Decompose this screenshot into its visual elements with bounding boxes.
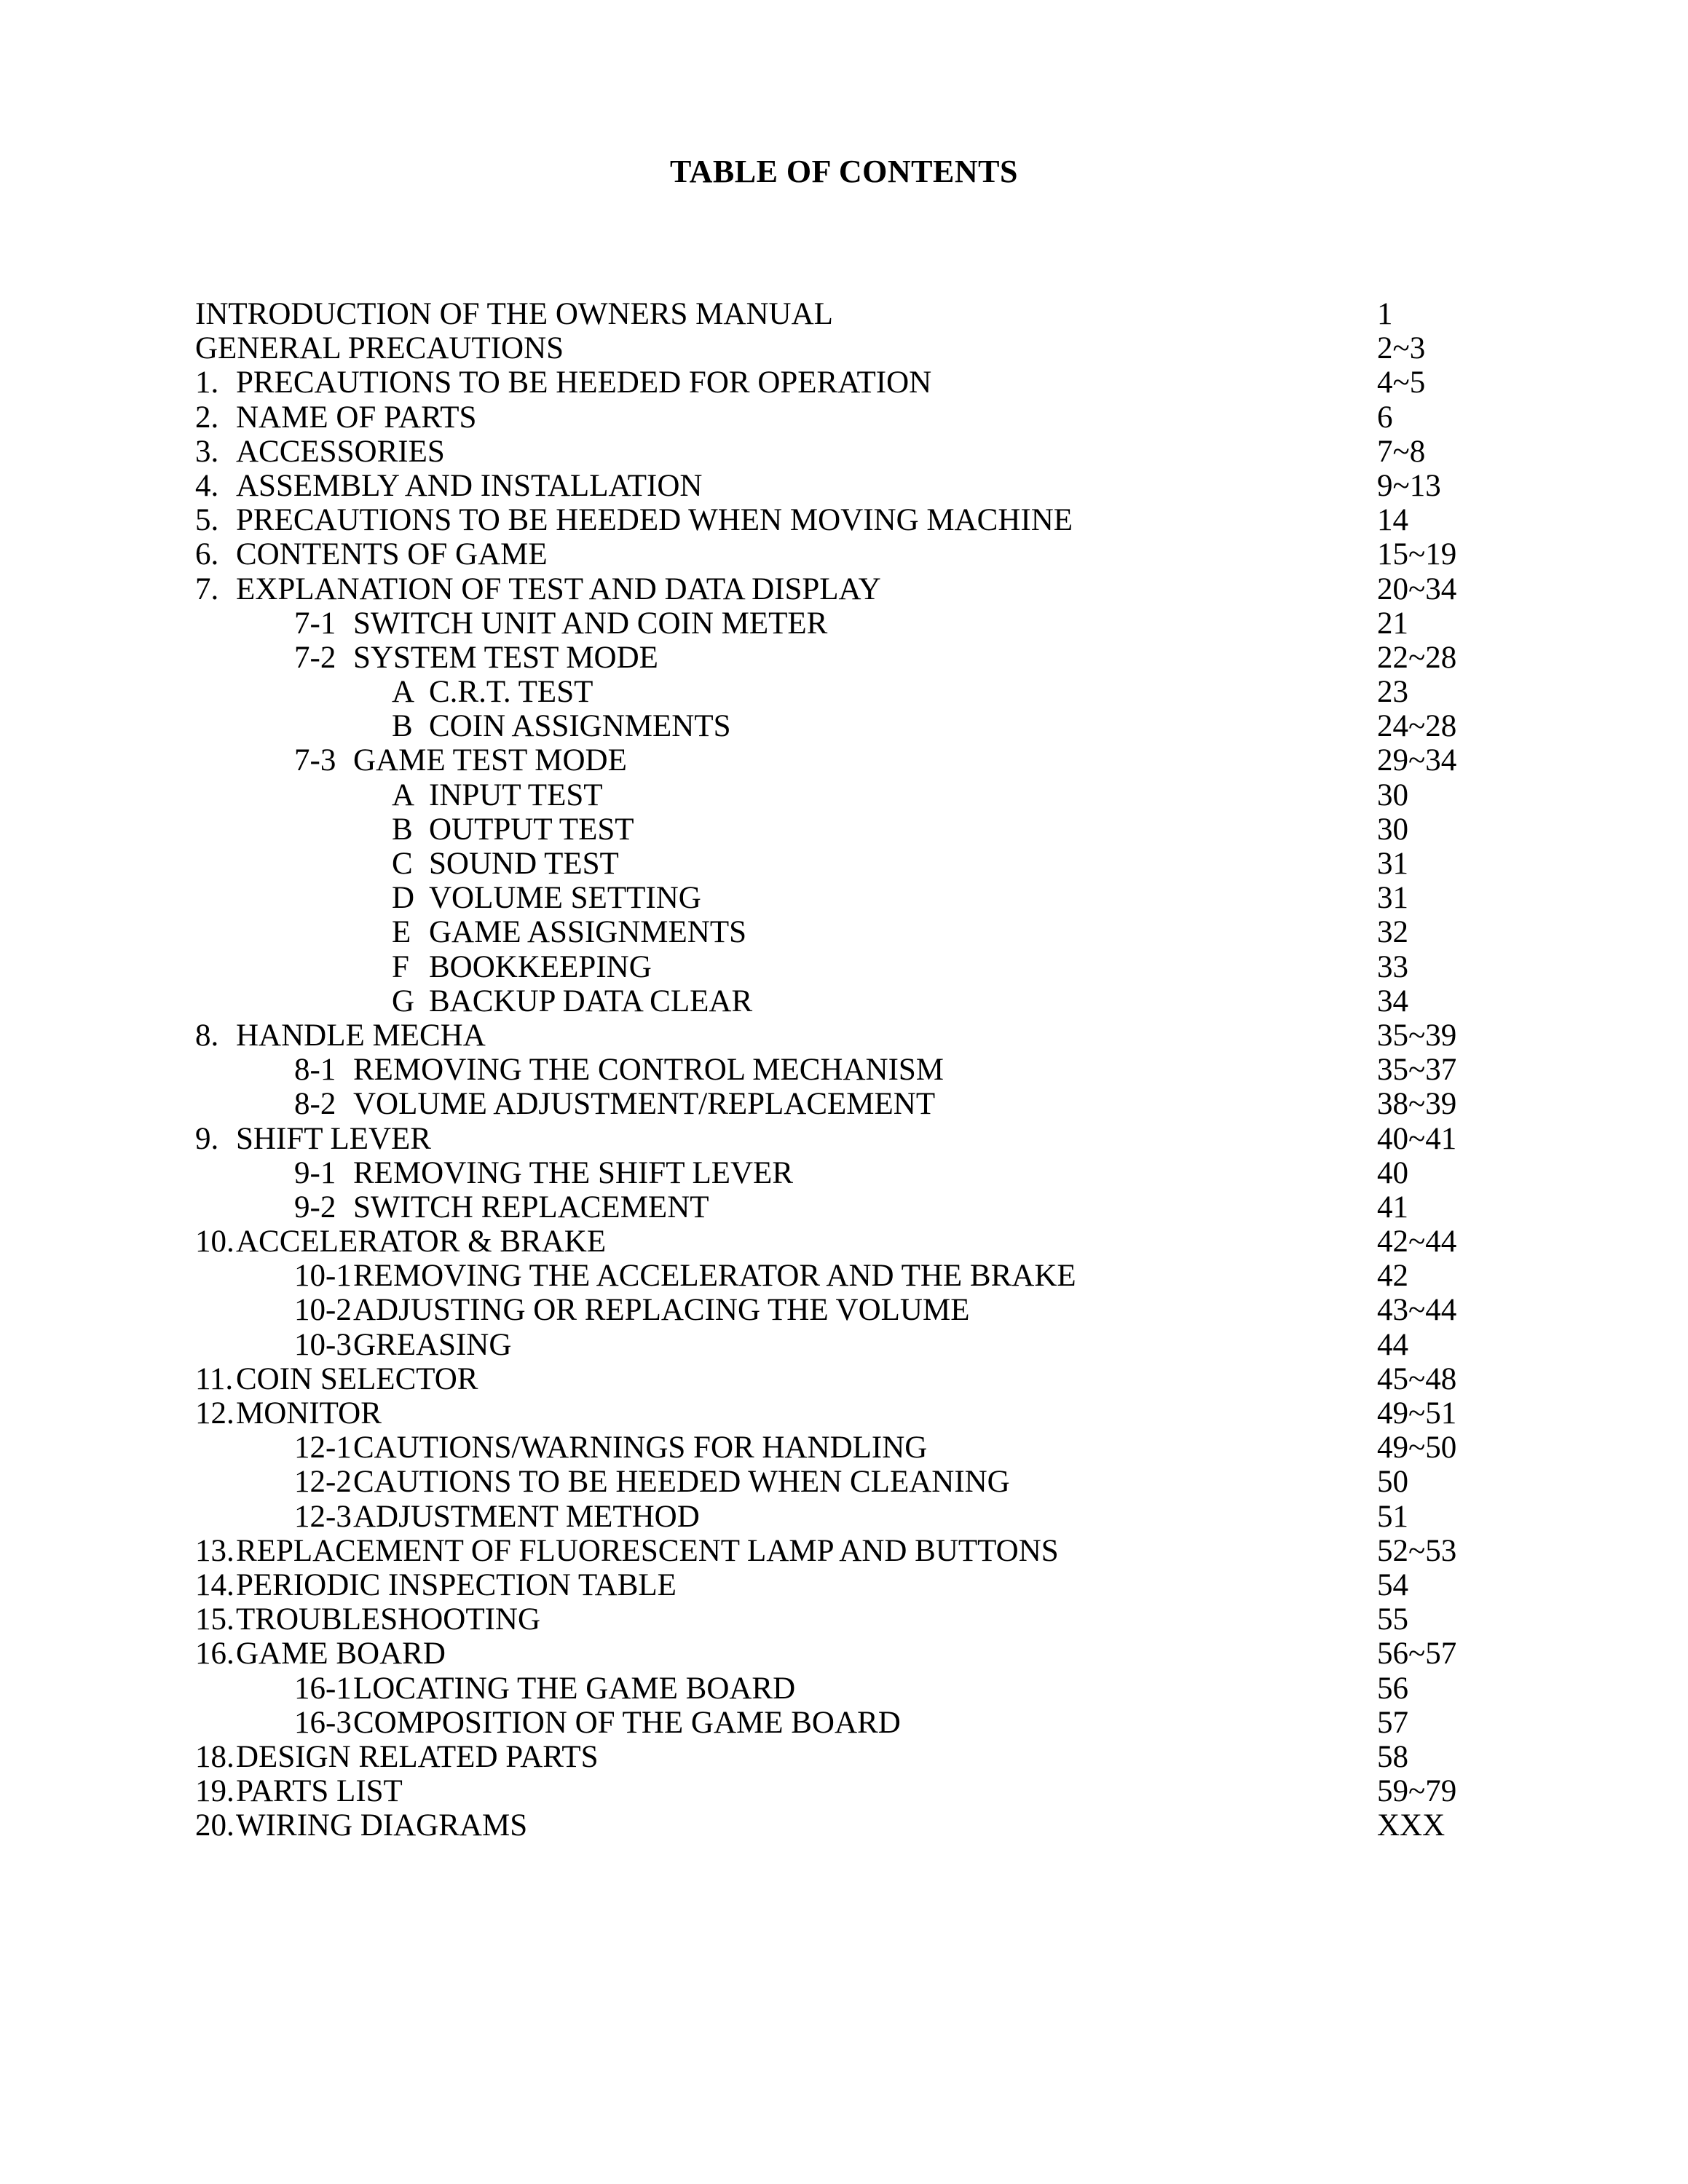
toc-entry-number: 18. bbox=[195, 1739, 234, 1774]
toc-entry-page: 24~28 bbox=[1377, 709, 1457, 744]
toc-entry-title: INTRODUCTION OF THE OWNERS MANUAL bbox=[195, 297, 833, 331]
toc-entry-title: COIN ASSIGNMENTS bbox=[429, 709, 731, 744]
toc-entry-number: F bbox=[392, 949, 409, 984]
toc-entry bbox=[195, 1396, 1506, 1431]
toc-entry-number: 12-2 bbox=[294, 1465, 352, 1500]
toc-entry bbox=[195, 331, 1506, 365]
toc-entry-label bbox=[195, 1018, 486, 1053]
toc-entry-page: 49~51 bbox=[1377, 1396, 1457, 1431]
toc-entry bbox=[195, 1328, 1506, 1362]
toc-entry bbox=[195, 1224, 1506, 1259]
toc-entry-title: COIN SELECTOR bbox=[236, 1361, 478, 1396]
toc-entry bbox=[195, 572, 1506, 606]
toc-entry-label bbox=[195, 435, 445, 469]
toc-entry-title: ADJUSTMENT METHOD bbox=[353, 1499, 700, 1534]
toc-entry-number: 10-2 bbox=[294, 1293, 352, 1328]
toc-entry-page: 4~5 bbox=[1377, 365, 1426, 400]
toc-entry bbox=[195, 812, 1506, 847]
toc-entry-number: G bbox=[392, 984, 415, 1018]
toc-entry-title: TROUBLESHOOTING bbox=[236, 1602, 541, 1637]
toc-entry-title: GREASING bbox=[353, 1327, 512, 1362]
toc-entry-number: 14. bbox=[195, 1567, 234, 1602]
toc-entry-label bbox=[195, 537, 548, 571]
toc-entry-number: 11. bbox=[195, 1361, 234, 1396]
toc-entry-label bbox=[195, 1602, 540, 1637]
toc-entry-number: 9-2 bbox=[294, 1190, 336, 1224]
toc-entry-label bbox=[195, 1224, 606, 1259]
toc-entry-title: SWITCH REPLACEMENT bbox=[353, 1190, 709, 1224]
toc-entry-title: SYSTEM TEST MODE bbox=[353, 640, 658, 675]
toc-entry-page: 1 bbox=[1377, 297, 1393, 331]
toc-entry-label bbox=[294, 606, 827, 641]
toc-entry-number: 8. bbox=[195, 1018, 219, 1053]
toc-entry-title: PERIODIC INSPECTION TABLE bbox=[236, 1567, 677, 1602]
toc-entry-page: 15~19 bbox=[1377, 537, 1457, 572]
toc-entry-title: DESIGN RELATED PARTS bbox=[236, 1739, 599, 1774]
toc-entry-label bbox=[392, 675, 593, 709]
toc-entry-title: GENERAL PRECAUTIONS bbox=[195, 331, 564, 366]
toc-entry bbox=[195, 1671, 1506, 1706]
toc-entry-title: NAME OF PARTS bbox=[236, 400, 477, 435]
toc-entry-title: REMOVING THE ACCELERATOR AND THE BRAKE bbox=[353, 1259, 1076, 1294]
toc-entry-title: EXPLANATION OF TEST AND DATA DISPLAY bbox=[236, 571, 881, 606]
toc-entry bbox=[195, 847, 1506, 881]
toc-entry bbox=[195, 1706, 1506, 1740]
toc-entry-number: 12-1 bbox=[294, 1431, 352, 1465]
toc-entry-label bbox=[195, 469, 702, 503]
toc-entry-number: 12. bbox=[195, 1396, 234, 1431]
toc-entry-page: 45~48 bbox=[1377, 1361, 1457, 1396]
toc-entry-page: 33 bbox=[1377, 949, 1408, 984]
toc-entry-page: 29~34 bbox=[1377, 743, 1457, 778]
toc-entry bbox=[195, 400, 1506, 435]
toc-entry-page: 57 bbox=[1377, 1705, 1408, 1740]
toc-entry-title: ACCELERATOR & BRAKE bbox=[236, 1224, 607, 1259]
toc-entry-page: 23 bbox=[1377, 675, 1408, 710]
toc-entry bbox=[195, 1500, 1506, 1534]
toc-entry-number: 2. bbox=[195, 400, 219, 435]
toc-entry-number: 4. bbox=[195, 468, 219, 503]
toc-entry-number: 15. bbox=[195, 1602, 234, 1637]
toc-entry-label bbox=[195, 365, 931, 400]
toc-entry-page: 22~28 bbox=[1377, 640, 1457, 675]
toc-entry-title: PRECAUTIONS TO BE HEEDED FOR OPERATION bbox=[236, 365, 932, 400]
toc-entry-title: C.R.T. TEST bbox=[429, 675, 593, 710]
toc-list bbox=[195, 297, 1506, 1843]
toc-entry-page: 38~39 bbox=[1377, 1087, 1457, 1122]
toc-entry bbox=[195, 606, 1506, 641]
toc-entry-number: 8-1 bbox=[294, 1053, 336, 1088]
toc-entry-label bbox=[195, 1396, 382, 1431]
toc-entry bbox=[195, 1293, 1506, 1327]
toc-entry-label bbox=[392, 847, 619, 881]
toc-entry bbox=[195, 1465, 1506, 1499]
toc-entry bbox=[195, 950, 1506, 984]
toc-entry-page: 7~8 bbox=[1377, 434, 1426, 469]
toc-entry-label bbox=[195, 503, 1073, 537]
toc-entry-page: 2~3 bbox=[1377, 331, 1426, 366]
toc-entry-number: 6. bbox=[195, 537, 219, 572]
toc-entry-label bbox=[294, 1293, 969, 1327]
toc-entry-number: 20. bbox=[195, 1808, 234, 1843]
toc-entry-number: A bbox=[392, 778, 415, 812]
toc-entry-number: 12-3 bbox=[294, 1499, 352, 1534]
toc-entry-title: GAME TEST MODE bbox=[353, 743, 627, 778]
toc-entry-title: REMOVING THE CONTROL MECHANISM bbox=[353, 1053, 944, 1088]
toc-entry-title: INPUT TEST bbox=[429, 778, 603, 812]
toc-entry-title: ASSEMBLY AND INSTALLATION bbox=[236, 468, 703, 503]
toc-entry-page: 49~50 bbox=[1377, 1431, 1457, 1465]
toc-entry-number: 7-3 bbox=[294, 743, 336, 778]
toc-entry-number: C bbox=[392, 847, 413, 881]
toc-entry-title: PRECAUTIONS TO BE HEEDED WHEN MOVING MACHINE bbox=[236, 503, 1073, 538]
toc-entry bbox=[195, 675, 1506, 709]
toc-entry-label bbox=[294, 641, 658, 675]
toc-entry-number: D bbox=[392, 881, 415, 916]
toc-entry-title: SWITCH UNIT AND COIN METER bbox=[353, 606, 828, 641]
toc-entry-label bbox=[294, 1431, 927, 1465]
toc-entry-label bbox=[195, 572, 881, 606]
toc-entry-title: SOUND TEST bbox=[429, 847, 619, 881]
toc-entry bbox=[195, 743, 1506, 778]
toc-entry-page: 51 bbox=[1377, 1499, 1408, 1534]
toc-entry bbox=[195, 365, 1506, 400]
toc-entry-label bbox=[392, 812, 634, 847]
toc-entry-label bbox=[195, 1362, 478, 1396]
toc-entry bbox=[195, 1774, 1506, 1808]
toc-entry bbox=[195, 1808, 1506, 1843]
toc-entry bbox=[195, 1259, 1506, 1293]
toc-entry-title: REPLACEMENT OF FLUORESCENT LAMP AND BUTTONS bbox=[236, 1533, 1059, 1568]
toc-entry-page: XXX bbox=[1377, 1808, 1446, 1843]
toc-entry-page: 31 bbox=[1377, 847, 1408, 881]
toc-entry-number: B bbox=[392, 812, 413, 847]
toc-entry-title: VOLUME SETTING bbox=[429, 881, 701, 916]
toc-entry-title: GAME ASSIGNMENTS bbox=[429, 915, 747, 950]
toc-entry-label bbox=[195, 1122, 431, 1156]
toc-entry-title: CONTENTS OF GAME bbox=[236, 537, 548, 572]
toc-entry-page: 31 bbox=[1377, 881, 1408, 916]
toc-entry-title: CAUTIONS TO BE HEEDED WHEN CLEANING bbox=[353, 1465, 1010, 1500]
toc-entry-title: WIRING DIAGRAMS bbox=[236, 1808, 528, 1843]
toc-entry-label bbox=[294, 1053, 944, 1087]
toc-entry-page: 54 bbox=[1377, 1567, 1408, 1602]
toc-entry-page: 40~41 bbox=[1377, 1121, 1457, 1156]
toc-entry-page: 55 bbox=[1377, 1602, 1408, 1637]
toc-entry-page: 14 bbox=[1377, 503, 1408, 538]
toc-entry-label bbox=[195, 1774, 403, 1808]
toc-entry-number: 8-2 bbox=[294, 1087, 336, 1122]
toc-entry-page: 42~44 bbox=[1377, 1224, 1457, 1259]
toc-entry-label bbox=[392, 778, 603, 812]
toc-entry-page: 42 bbox=[1377, 1259, 1408, 1294]
toc-entry bbox=[195, 297, 1506, 331]
toc-entry-label bbox=[195, 1568, 677, 1602]
toc-entry-page: 40 bbox=[1377, 1155, 1408, 1190]
toc-entry bbox=[195, 1087, 1506, 1121]
toc-entry bbox=[195, 881, 1506, 915]
toc-entry-number: 5. bbox=[195, 503, 219, 538]
toc-entry-number: 9-1 bbox=[294, 1155, 336, 1190]
toc-entry-title: CAUTIONS/WARNINGS FOR HANDLING bbox=[353, 1431, 928, 1465]
toc-entry-page: 35~39 bbox=[1377, 1018, 1457, 1053]
toc-entry-title: ADJUSTING OR REPLACING THE VOLUME bbox=[353, 1293, 970, 1328]
toc-entry-label bbox=[195, 1534, 1059, 1568]
toc-entry bbox=[195, 1602, 1506, 1637]
toc-entry-title: LOCATING THE GAME BOARD bbox=[353, 1671, 796, 1706]
toc-entry-page: 50 bbox=[1377, 1465, 1408, 1500]
toc-entry-page: 56 bbox=[1377, 1671, 1408, 1706]
toc-entry-number: B bbox=[392, 709, 413, 744]
toc-entry-title: PARTS LIST bbox=[236, 1774, 403, 1809]
toc-entry-page: 6 bbox=[1377, 400, 1393, 435]
toc-entry-label bbox=[294, 1156, 793, 1190]
toc-entry bbox=[195, 1534, 1506, 1568]
toc-entry-page: 30 bbox=[1377, 778, 1408, 812]
toc-entry bbox=[195, 469, 1506, 503]
toc-entry-label bbox=[392, 984, 752, 1018]
toc-entry-label bbox=[294, 1500, 700, 1534]
toc-entry bbox=[195, 537, 1506, 571]
toc-entry-label bbox=[392, 915, 746, 949]
toc-entry bbox=[195, 1018, 1506, 1053]
toc-entry-number: 10. bbox=[195, 1224, 234, 1259]
toc-entry bbox=[195, 1053, 1506, 1087]
toc-entry-label bbox=[195, 400, 476, 435]
toc-entry-number: 16. bbox=[195, 1637, 234, 1671]
toc-entry-label bbox=[294, 1190, 709, 1224]
toc-entry-label bbox=[195, 1740, 599, 1774]
toc-entry-label bbox=[294, 1465, 1010, 1499]
toc-entry-label bbox=[294, 1706, 901, 1740]
toc-entry bbox=[195, 915, 1506, 949]
toc-entry-number: 7-2 bbox=[294, 640, 336, 675]
toc-entry-title: MONITOR bbox=[236, 1396, 382, 1431]
toc-entry-label bbox=[195, 1808, 527, 1843]
toc-entry-label bbox=[195, 331, 564, 365]
toc-entry-title: HANDLE MECHA bbox=[236, 1018, 486, 1053]
toc-entry-number: 9. bbox=[195, 1121, 219, 1156]
toc-entry bbox=[195, 1740, 1506, 1774]
toc-entry-title: GAME BOARD bbox=[236, 1637, 446, 1671]
toc-entry-title: OUTPUT TEST bbox=[429, 812, 634, 847]
toc-entry bbox=[195, 435, 1506, 469]
toc-entry-number: 10-1 bbox=[294, 1259, 352, 1294]
toc-entry-page: 52~53 bbox=[1377, 1533, 1457, 1568]
toc-entry-page: 56~57 bbox=[1377, 1637, 1457, 1671]
toc-entry-page: 30 bbox=[1377, 812, 1408, 847]
toc-entry-label bbox=[294, 1328, 511, 1362]
toc-entry-number: E bbox=[392, 915, 411, 950]
toc-entry-page: 9~13 bbox=[1377, 468, 1441, 503]
toc-entry-title: BOOKKEEPING bbox=[429, 949, 652, 984]
toc-entry-page: 20~34 bbox=[1377, 571, 1457, 606]
toc-entry-number: 10-3 bbox=[294, 1327, 352, 1362]
toc-entry bbox=[195, 778, 1506, 812]
toc-entry bbox=[195, 1362, 1506, 1396]
toc-entry-page: 58 bbox=[1377, 1739, 1408, 1774]
toc-entry bbox=[195, 1190, 1506, 1224]
toc-entry-number: 19. bbox=[195, 1774, 234, 1809]
toc-entry-title: ACCESSORIES bbox=[236, 434, 445, 469]
toc-entry-page: 35~37 bbox=[1377, 1053, 1457, 1088]
toc-entry-label bbox=[294, 743, 627, 778]
toc-entry-title: BACKUP DATA CLEAR bbox=[429, 984, 753, 1018]
toc-entry-label bbox=[195, 1637, 446, 1671]
toc-entry-number: 7-1 bbox=[294, 606, 336, 641]
page-title: TABLE OF CONTENTS bbox=[670, 154, 1018, 189]
toc-entry bbox=[195, 984, 1506, 1018]
toc-entry-label bbox=[392, 881, 701, 915]
toc-entry-number: 3. bbox=[195, 434, 219, 469]
toc-entry-number: A bbox=[392, 675, 415, 710]
toc-entry-title: COMPOSITION OF THE GAME BOARD bbox=[353, 1705, 901, 1740]
toc-entry-page: 43~44 bbox=[1377, 1293, 1457, 1328]
toc-entry bbox=[195, 709, 1506, 743]
toc-entry-label bbox=[392, 950, 652, 984]
toc-entry-label bbox=[195, 297, 833, 331]
toc-entry-label bbox=[294, 1087, 935, 1121]
toc-entry-page: 44 bbox=[1377, 1327, 1408, 1362]
toc-entry bbox=[195, 1156, 1506, 1190]
toc-entry-number: 7. bbox=[195, 571, 219, 606]
toc-entry bbox=[195, 1637, 1506, 1671]
toc-entry bbox=[195, 1431, 1506, 1465]
toc-entry-page: 32 bbox=[1377, 915, 1408, 950]
toc-entry-page: 59~79 bbox=[1377, 1774, 1457, 1809]
toc-entry bbox=[195, 1122, 1506, 1156]
toc-entry bbox=[195, 503, 1506, 537]
toc-entry-number: 13. bbox=[195, 1533, 234, 1568]
toc-entry-label bbox=[392, 709, 731, 743]
toc-entry-number: 16-1 bbox=[294, 1671, 352, 1706]
toc-entry-number: 16-3 bbox=[294, 1705, 352, 1740]
toc-entry-number: 1. bbox=[195, 365, 219, 400]
toc-entry-page: 21 bbox=[1377, 606, 1408, 641]
toc-entry bbox=[195, 1568, 1506, 1602]
toc-entry bbox=[195, 641, 1506, 675]
toc-entry-title: REMOVING THE SHIFT LEVER bbox=[353, 1155, 793, 1190]
toc-entry-label bbox=[294, 1259, 1076, 1293]
toc-entry-title: VOLUME ADJUSTMENT/REPLACEMENT bbox=[353, 1087, 936, 1122]
toc-entry-label bbox=[294, 1671, 795, 1706]
toc-entry-page: 41 bbox=[1377, 1190, 1408, 1224]
toc-entry-page: 34 bbox=[1377, 984, 1408, 1018]
toc-entry-title: SHIFT LEVER bbox=[236, 1121, 431, 1156]
